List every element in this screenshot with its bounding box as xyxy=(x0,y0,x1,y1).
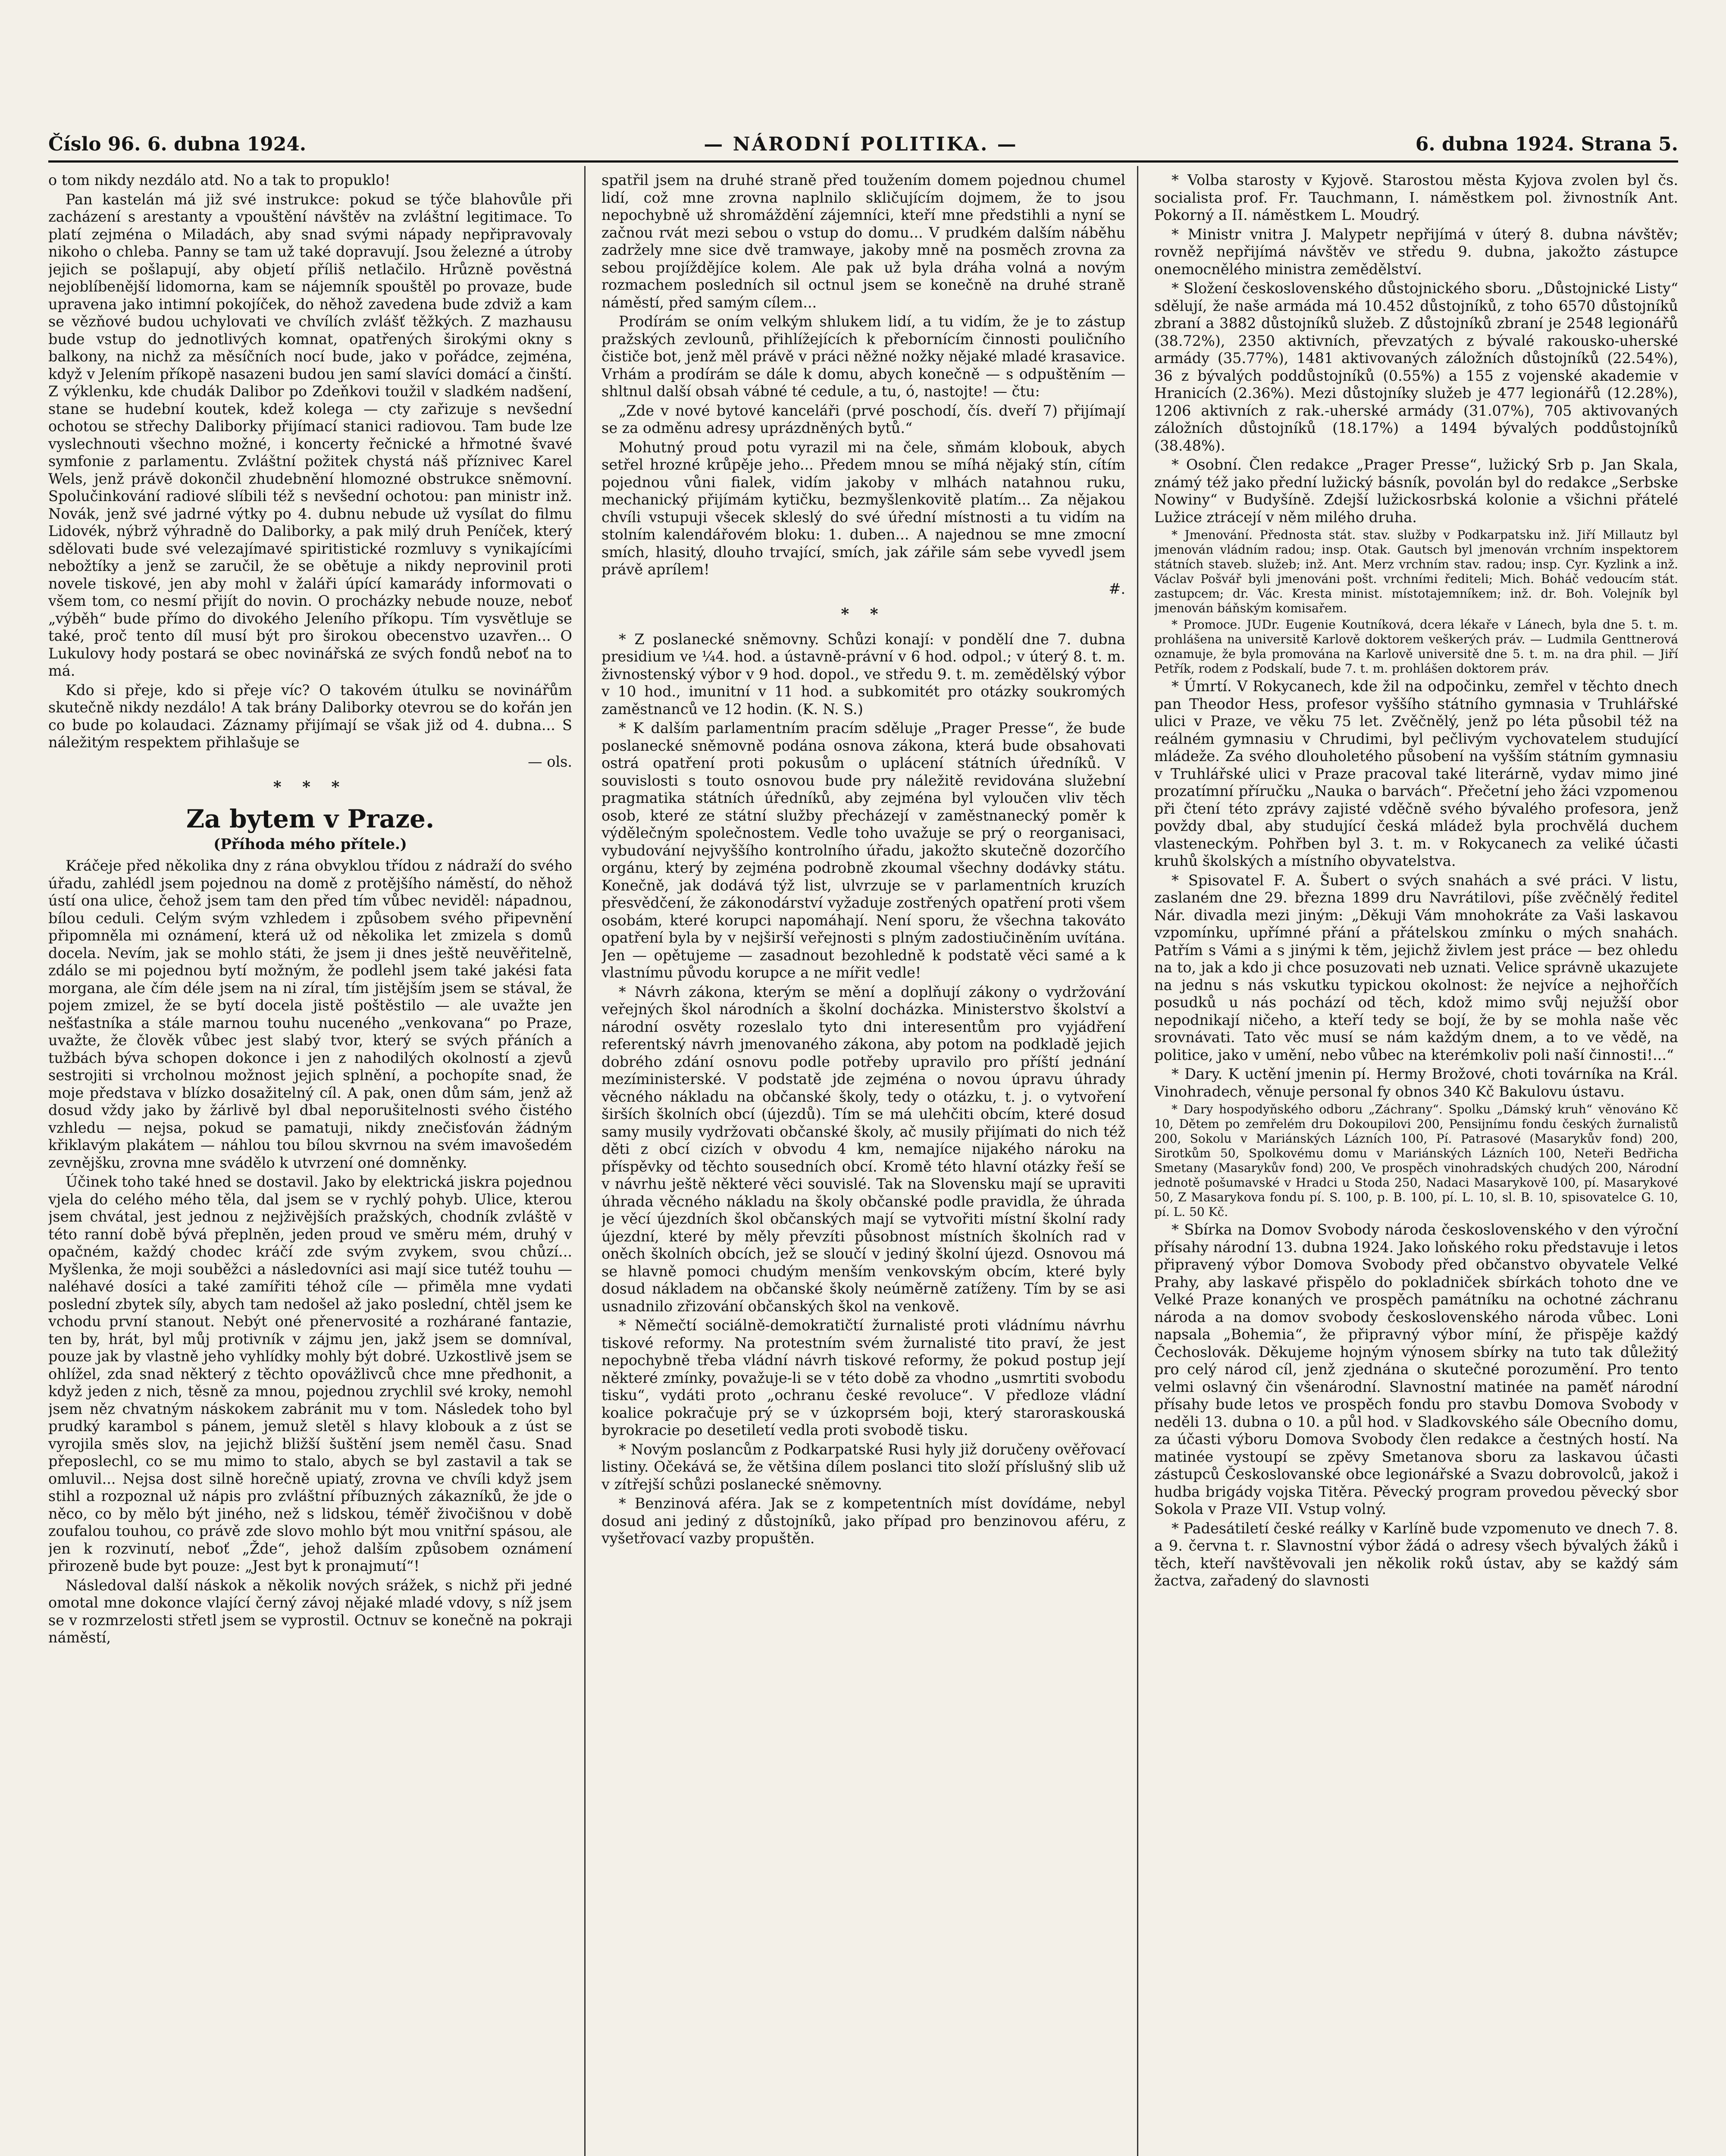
news-item: * Dary hospodyňského odboru „Záchrany“. Spolku „Dámský kruh“ věnováno Kč 10, Dětem po zemřelém dru Dokoupilovi 200, Pensijnímu fondu českých žurnalistů 200, Sokolu v Mariánských Lázních 100, Pí. Patrasové (Masarykův fond) 200, Sirotkům 50, Spolkovému domu v Mariánských Lázních 100, Neteři Bedřicha Smetany (Masarykův fond) 200, Ve prospěch vinohradských chudých 200, Národní jednotě pošumavské v Hradci u Stoda 250, Nadaci Masarykově 100, pí. Masarykové 50, Z Masarykova fondu pí. S. 100, p. B. 100, pí. L. 10, sl. B. 10, spisovatelce G. 10, pí. L. 50 Kč. xyxy=(1154,1102,1678,1219)
date-page: 6. dubna 1924. Strana 5. xyxy=(1415,133,1678,155)
news-item: * Benzinová aféra. Jak se z kompetentních míst dovídáme, nebyl dosud ani jediný z důstojníků, jako případ pro benzinovou aféru, z vyšetřovací vazby propuštěn. xyxy=(601,1495,1125,1547)
column-divider-1 xyxy=(584,166,586,2156)
article-subtitle: (Příhoda mého přítele.) xyxy=(213,835,407,853)
news-item: * Sbírka na Domov Svobody národa československého v den výroční přísahy národní 13. dubna 1924. Jako loňského roku představuje i letos připravený výbor Domova Svobody před občanstvo obyvatele Velké Prahy, aby laskavé přispělo do pokladniček sbírkách tohoto dne ve Velké Praze konaných ve prospěch památníku na ochotné záchranu národa a na domov svobody československého národa vůbec. Loni napsala „Bohemia“, že připravný výbor míní, že přispěje každý Čechoslovák. Děkujeme hojným výnosem sbírky na tuto tak důležitý pro celý národ cíl, jenž zjednána o skutečné porozumění. Pro tento velmi oslavný čin všenárodní. Slavnostní matinée na paměť národní přísahy bude letos ve prospěch fondu pro stavbu Domova Svobody v neděli 13. dubna o 10. a půl hod. v Sladkovského sále Obecního domu, za účasti výboru Domova Svobody člen redakce a čestných hostí. Na matinée vystoupí se zpěvy Smetanova sboru za laskavou účasti zástupců Českoslovanské obce legionářské a Svazu dobrovolců, jakož i hudba brigády vojska Titěra. Pěvecký program provedou pěvecký sbor Sokola v Praze VII. Vstup volný. xyxy=(1154,1221,1678,1517)
paragraph: Následoval další náskok a několik nových srážek, s nichž při jedné omotal mne dokonce vlající černý závoj nějaké mladé vdovy, s níž jsem se v rozmrzelosti střetl jsem se vyprostil. Octnuv se konečně na pokraji náměstí, xyxy=(48,1576,572,1646)
news-item: * Volba starosty v Kyjově. Starostou města Kyjova zvolen byl čs. socialista prof. Fr. Tauchmann, I. náměstkem pol. živnostník Ant. Pokorný a II. náměstkem L. Moudrý. xyxy=(1154,172,1678,223)
news-item: * K dalším parlamentním pracím sděluje „Prager Presse“, že bude poslanecké sněmovně podána osnova zákona, která bude obsahovati ostrá opatření proti pokusům o uplácení státních úředníků. V souvislosti s touto osnovou bude pry náležitě revidována služební pragmatika státních úředníků, aby zejména byl vyloučen vliv těch osob, které ze státní služby přecházejí v zaměstnanecký poměr k výdělečným společnostem. Vedle toho uvažuje se prý o reorganisaci, vybudování nejvyššího kontrolního úřadu, jakožto skutečně dozorčího orgánu, který by zejména podrobně zkoumal všechny dodávky státu. Konečně, jak dodává týž list, ulvrzuje se v parlamentních kruzích přesvědčení, že zákonodárství vyžaduje zostřených opatření proti všem osobám, které korupci napomáhají. Není sporu, že všechna takováto opatření byla by v nejširší veřejnosti s plným zadostiučiněním uvítána. Jen — opětujeme — zasadnout bezohledně k podstatě věci samé a k vlastnímu původu korupce a ne mířit vedle! xyxy=(601,720,1125,981)
column-2 xyxy=(601,172,1125,2156)
issue-number: Číslo 96. 6. dubna 1924. xyxy=(48,133,307,155)
news-item: * Dary. K uctění jmenin pí. Hermy Brožové, choti továrníka na Král. Vinohradech, věnuje personal fy obnos 340 Kč Bakulovu ústavu. xyxy=(1154,1065,1678,1100)
news-item: * Z poslanecké sněmovny. Schůzi konají: v pondělí dne 7. dubna presidium ve ¼4. hod. a ústavně-právní v 6 hod. odpol.; v úterý 8. t. m. živnostenský výbor v 9 hod. dopol., ve středu 9. t. m. zemědělský výbor v 10 hod., imunitní v 11 hod. a subkomitét pro otázky soukromých zaměstnanců ve 12 hodin. (K. N. S.) xyxy=(601,630,1125,718)
news-item: * Padesátiletí české reálky v Karlíně bude vzpomenuto ve dnech 7. 8. a 9. června t. r. Slavnostní výbor žádá o adresy všech bývalých žáků i těch, kteří navštěvovali jen několik roků ústav, aby se každý sám žactva, zařadený do slavnosti xyxy=(1154,1520,1678,1589)
page-header xyxy=(48,129,1678,155)
news-item: * Složení československého důstojnického sboru. „Důstojnické Listy“ sdělují, že naše armáda má 10.452 důstojníků, z toho 6570 důstojníků zbraní a 3882 důstojníků služeb. Z důstojníků zbraní je 2548 legionářů (38.72%), 2350 aktivních, převzatých z bývalé rakousko-uherské armády (35.77%), 1481 aktivovaných záložních důstojníků (22.54%), 36 z bývalých poddůstojníků (0.55%) a 155 z vojenské akademie v Hranicích (2.36%). Mezi důstojníky služeb je 477 legionářů (12.28%), 1206 aktivních z rak.-uherské armády (31.07%), 705 aktivovaných záložních důstojníků (18.17%) a 1494 bývalých poddůstojníků (38.48%). xyxy=(1154,280,1678,454)
column-3 xyxy=(1154,172,1678,2156)
signature: #. xyxy=(1109,580,1125,597)
separator-stars: * * xyxy=(841,605,886,623)
paragraph: Kdo si přeje, kdo si přeje víc? O takovém útulku se novinářům skutečně nikdy nezdálo! A tak brány Daliborky otevrou se do kořán jen co bude po kolaudaci. Záznamy přijímají se však již od 4. dubna... S náležitým respektem přihlašuje se xyxy=(48,681,572,751)
masthead: — NÁRODNÍ POLITIKA. — xyxy=(704,133,1018,155)
news-item: * Osobní. Člen redakce „Prager Presse“, lužický Srb p. Jan Skala, známý též jako přední lužický básník, povolán byl do redakce „Serbske Nowiny“ v Budyšíně. Zdejší lužickosrbská kolonie a všichni přátelé Lužice ztrácejí v něm milého druha. xyxy=(1154,456,1678,526)
paragraph: o tom nikdy nezdálo atd. No a tak to propuklo! xyxy=(48,172,391,188)
news-item: * Němečtí sociálně-demokratičtí žurnalisté proti vládnímu návrhu tiskové reformy. Na protestním svém žurnalisté tito praví, že jest nepochybně třeba vládní návrh tiskové reformy, že pokud postup její některé zmínky, považuje-li se v této době za vhodno „usmrtiti svobodu tisku“, vydáti proto „ochranu české revoluce“. V předloze vládní koalice pokračuje prý se v úzkoprsém boji, který staroraskouská byrokracie po desetiletí vedla proti svobodě tisku. xyxy=(601,1317,1125,1438)
column-divider-2 xyxy=(1137,166,1138,2156)
news-item: * Spisovatel F. A. Šubert o svých snahách a své práci. V listu, zaslaném dne 29. března 1899 dru Navrátilovi, píše zvěčnělý ředitel Nár. divadla mezi jiným: „Děkuji Vám mnohokráte za Vaši laskavou vzpomínku, upřímné přání a přátelskou zmínku o mých snahách. Patřím s Vámi a s jinými k těm, jejichž živlem jest práce — bez ohledu na to, jak a kdo ji chce posuzovati neb uznati. Velice správně ukazujete na jednu s nás vskutku typickou okolnost: že nejvíce a nejhořčích posudků u nás pochází od těch, kdož mimo svůj nejužší obor nepodnikají ničeho, a kteří tedy se bojí, že by se mohla naše věc srovnávati. Tato věc musí se nám každým dnem, a to ve vědě, na politice, jako v umění, nebo vůbec na kterémkoliv poli naší činnosti!...“ xyxy=(1154,871,1678,1063)
news-item: * Úmrtí. V Rokycanech, kde žil na odpočinku, zemřel v těchto dnech pan Theodor Hess, profesor vyššího státního gymnasia v Truhlářské ulici v Praze, ve věku 75 let. Zvěčnělý, jenž po léta působil též na reálném gymnasiu v Chrudimi, byl pečlivým vychovatelem studující mládeže. Za svého dlouholetého působení na vyšším státním gymnasiu v Truhlářské ulici v Praze pracoval také literárně, vydav mimo jiné prozatímní příručku „Nauka o barvách“. Přečetní jeho žáci vzpomenou při čtení této zprávy zajisté vděčně svého bývalého profesora, jenž povždy dbal, aby studující česká mládež byla prochvělá duchem vlasteneckým. Pohřben byl 3. t. m. v Rokycanech za veliké účasti kruhů školských a místního obyvatelstva. xyxy=(1154,678,1678,869)
news-item: * Návrh zákona, kterým se mění a doplňují zákony o vydržování veřejných škol národních a školní docházka. Ministerstvo školství a národní osvěty rozeslalo tyto dni interesentům pro vyjádření referentský návrh jmenovaného zákona, aby potom na podkladě jejich dobrého zdání osnovu podle potřeby upravilo pro příští jednání mezíministerské. V podstatě jde zejména o novou úpravu úhrady věcného nákladu na občanské školy, tedy o otázku, t. j. o vytvoření širších školních obcí (újezdů). Tím se má ulehčiti obcím, které dosud samy musily vydržovati občanské školy, ač musily přijímati do nich též děti z obcí cizích v obvodu 4 km, nemajíce nijakého nároku na příspěvky od těchto sousedních obcí. Kromě této hlavní otázky řeší se v návrhu ještě některé věci souvislé. Tak na Slovensku mají se upraviti úhrada věcného nákladu na školy občanské podle pravidla, že úhrada je věcí újezdních škol občanských mají se vytvořiti místní školní rady újezdní, které by měly převzíti působnost místních školních rad v oněch školních obcích, jež se sloučí v jediný školní újezd. Osnovou má se hlavně pomoci chudým menším venkovským obcím, které byly dosud nákladem na občanské školy neúměrně zatíženy. Tím by se asi usnadnilo zřizování občanských škol na venkově. xyxy=(601,983,1125,1315)
column-1 xyxy=(48,172,572,2156)
paragraph: Prodírám se oním velkým shlukem lidí, a tu vidím, že je to zástup pražských zevlounů, přihlížejících k přebornícím činnosti pouličního čističe bot, jenž měl právě v práci něžné nožky nějaké mladé krasavice. Vrhám a prodírám se dále k domu, abych konečně — s odpuštěním — shltnul další obsah vábné té cedule, a tu, ó, nastojte! — čtu: xyxy=(601,313,1125,400)
news-item: * Jmenování. Přednosta stát. stav. služby v Podkarpatsku inž. Jiří Millautz byl jmenován vládním radou; insp. Otak. Gautsch byl jmenován vrchním inspektorem státních staveb. služeb; inž. Ant. Merz vrchním stav. radou; insp. Cyr. Kyzlink a inž. Václav Pošvář byli jmenováni pošt. vrchními řediteli; Mich. Boháč vedoucím stát. zastupcem; dr. Vác. Kresta minist. místotajemníkem; inž. dr. Boh. Volejník byl jmenován báňským komisařem. xyxy=(1154,528,1678,615)
paragraph: Pan kastelán má již své instrukce: pokud se týče blahovůle při zacházení s arestanty a vpouštění návštěv na zvláštní legitimace. To platí zejména o Miladách, aby snad svými nápady nepřipravovaly nikoho o chleba. Panny se tam už také dopravují. Jsou železné a útroby jejich se pošlapují, aby objetí příliš netlačilo. Hrůzně pověstná nejoblíbenější lidomorna, kam se nájemník spouštěl po provaze, bude upravena jako intimní pokojíček, do něhož zavedena bude zdviž a kam se vězňové budou uchylovati ve chvílích zvlášť těžkých. Z mazhausu bude vstup do jednotlivých komnat, opatřených širokými okny s balkony, na nichž za měsíčních nocí bude, jako v pořádce, zejména, když v Jelením příkopě nasazeni budou jen samí slavíci domácí a činští. Z výklenku, kde chudák Dalibor po Zdeňkovi toužil v sladkém nadšení, stane se hudební koutek, kdež kolega — cty zařizuje s nevšední ochotou se střechy Daliborky přijímací stanici radiovou. Tam bude lze vyslechnouti všechno možné, i koncerty řečnické a hřmotné švavé symfonie z parlamentu. Zvláštní požitek chystá náš příznivec Karel Wels, jenž právě dokončil zhudebnění hlomozné obstrukce sněmovní. Spolučinkování radiové slíbili též s nevšední ochotou: pan ministr inž. Novák, jenž své jadrné výtky po 4. dubnu nebude už vysílat do filmu Lidovék, nýbrž výhradně do Daliborky, a pak milý druh Peníček, který sdělovati bude své velezajímavé spiritistické rozmluvy s vynikajícími nebožtíky a jenž se zaručil, že se obětuje a nikdy neprovinil proti novele tiskové, jen aby mohl v žaláři úpící kamarády informovati o všem tom, co nesmí přijít do novin. O procházky nebude nouze, neboť „výběh“ bude přímo do divokého Jeleního příkopu. Tím vysvětluje se také, proč tento díl musí být pro širokou obecenstvo uzavřen... O Lukulovy hody postará se obec novinářská ze svých fondů neboť na to má. xyxy=(48,191,572,679)
paragraph: Kráčeje před několika dny z rána obvyklou třídou z nádraží do svého úřadu, zahlédl jsem pojednou na domě z protějšího náměstí, do něhož ústí ona ulice, čehož jsem tam den před tím vůbec neviděl: nápadnou, bílou ceduli. Celým svým vzhledem i způsobem svého připevnění připomněla mi oznámení, která už od několika let zmizela s domů docela. Nevím, jak se mohlo státi, že jsem ji dnes ještě neuvěřitelně, zdálo se mi pojednou bytí možným, že podlehl jsem také jakési fata morgana, ale čím déle jsem na ni zíral, tím jistějším jsem se stával, že pojem zmizel, že se bytí docela jistě poštěstilo — ale uvažte jen nešťastníka a stále marnou touhu nuceného „venkovana“ po Praze, uvažte, že člověk vůbec jest slabý tvor, který se svých přáních a tužbách býva schopen dokonce i jen z nahodilých okolností a zjevů sestrojiti si vrcholnou možnost jejich splnění, a pochopíte snad, že moje představa v blízko dosažitelný cíl. A pak, onen dům sám, jenž až dosud vždy jako by žárlivě byl dbal neporušitelnosti svého čistého vzhledu — nejsa, pokud se pamatuji, nikdy znečisťován žádným křiklavým plakátem — náhlou tou bílou skvrnou na svém imavošedém zevnějšku, zrovna mne svádělo k utvrzení oné domněnky. xyxy=(48,857,572,1171)
separator-stars: * * * xyxy=(273,778,348,796)
paragraph: Mohutný proud potu vyrazil mi na čele, sňmám klobouk, abych setřel hrozné krůpěje jeho... Předem mnou se míhá nějaký stín, cítím pojednou vůni fialek, vidím jakoby v mlhách natahnou ruku, mechanický přijímám kytičku, bezmyšlenkovitě platím... Za nějakou chvíli vstupuji všecek skleslý do své úřední místnosti a tu vidím na stolním kalendářovém bloku: 1. duben... A najednou se mne zmocní smích, hlasitý, dlouho trvající, smích, jak zářile sám sebe vyvedl jsem právě aprílem! xyxy=(601,439,1125,578)
paragraph: Účinek toho také hned se dostavil. Jako by elektrická jiskra pojednou vjela do celého mého těla, dal jsem se v rychlý pohyb. Ulice, kterou jsem chvátal, jest jednou z nejživějších pražských, chodník zvláště v této ranní době bývá přeplněn, jeden proud ve směru mém, druhý v opačném, každý chodec kráčí zde svým zvykem, svou chůzí... Myšlenka, že moji souběžci a následovníci asi mají sice tutéž touhu — naléhavé dosíci a také zamířiti téhož cíle — přiměla mne vydati poslední zbytek síly, abych tam nedošel až jako poslední, chtěl jsem ke vchodu první stanout. Nebýt oné přenervosité a rozhárané fantazie, ten by, hrát, byl můj protivník v zájmu jen, jakž jsem se domníval, pouze jak by vlastně jeho vyhlídky mohly být dobré. Uzkostlivě jsem se ohlížel, zda snad některý z těchto opovážlivců chce mne předhonit, a když jeden z nich, těsně za mnou, pojednou zrychlil své kroky, nemohl jsem něz chvatným náskokem zabránit mu v tom. Následek toho byl prudký karambol s pánem, jemuž sletěl s hlavy klobouk a z úst se vyrojila směs slov, na jejichž bližší šuštění jsem neměl času. Snad přeposlechl, co se mu mimo to stalo, abych se byl zastavil a tak se omluvil... Nejsa dost silně horečně upiatý, zrovna ve chvíli když jsem stihl a rozpoznal už nápis pro zvláštní příbuzných zákazníků, že jde o něco, co by mělo být jiného, než s lidskou, téměř živočišnou v době zoufalou touhou, co právě zde slovo mohlo být mou vnitřní spásou, ale jen k rozvinutí, neboť „Žde“, jehož dalším způsobem oznámení přirozeně bude byt pouze: „Jest byt k pronajmutí“! xyxy=(48,1173,572,1574)
news-item: * Novým poslancům z Podkarpatské Rusi hyly již doručeny ověřovací listiny. Očekává se, že většina dílem poslanci tito složí příslušný slib už v zítřejší schůzi poslanecké sněmovny. xyxy=(601,1441,1125,1493)
article-title: Za bytem v Praze. xyxy=(186,804,435,834)
quote: „Zde v nové bytové kanceláři (prvé poschodí, čís. dveří 7) přijímají se za odměnu adresy uprázdněných bytů.“ xyxy=(601,402,1125,436)
news-item: * Promoce. JUDr. Eugenie Koutníková, dcera lékaře v Lánech, byla dne 5. t. m. prohlášena na universitě Karlově doktorem veškerých práv. — Ludmila Genttnerová oznamuje, že byla promována na Karlově universitě dne 5. t. m. na dra phil. — Jiří Petřík, rodem z Podskalí, bude 7. t. m. prohlášen doktorem práv. xyxy=(1154,617,1678,676)
header-rule xyxy=(48,160,1678,163)
signature: — ols. xyxy=(528,753,572,770)
paragraph: spatřil jsem na druhé straně před toužením domem pojednou chumel lidí, což mne zrovna naplnilo skličujícím dojmem, že to jsou nepochybně už shromáždění zájemníci, kteří mne předstihli a nyní se začnou rvát mezi sebou o vstup do domu... V prudkém dalším náběhu zadržely mne sice dvě tramwaye, jakoby mně na posměch zrovna za sebou projíždějíce kolem. Ale pak už byla dráha volná a novým rozmachem posledních sil octnul jsem se konečně na druhé straně náměstí, před samým cílem... xyxy=(601,172,1125,311)
news-item: * Ministr vnitra J. Malypetr nepřijímá v úterý 8. dubna návštěv; rovněž nepřijímá návštěv ve středu 9. dubna, jakožto zástupce onemocnělého ministra zemědělství. xyxy=(1154,226,1678,278)
